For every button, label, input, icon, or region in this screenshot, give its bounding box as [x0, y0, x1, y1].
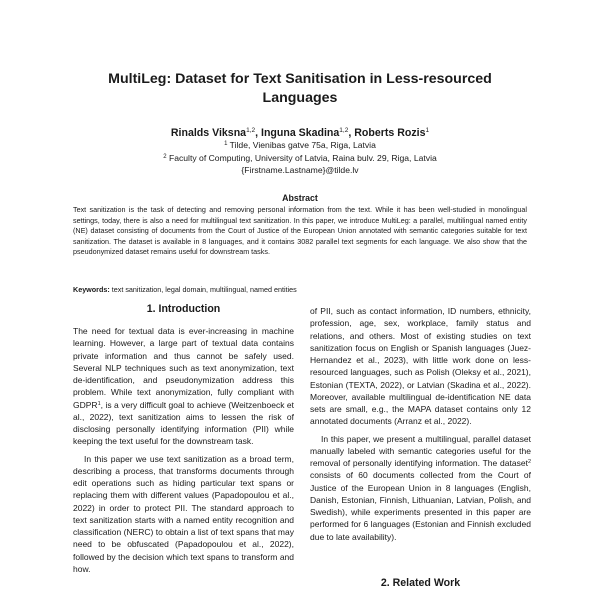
left-column	[73, 325, 294, 575]
right-column	[310, 305, 531, 543]
affiliation-line	[80, 151, 520, 164]
keywords-label: Keywords:	[73, 285, 110, 294]
abstract-heading: Abstract	[282, 193, 318, 203]
keywords-list: text sanitization, legal domain, multilingual, named entities	[109, 285, 297, 294]
author-name: Roberts Rozis	[354, 127, 426, 139]
author-name: Inguna Skadina	[261, 127, 340, 139]
author-name: Rinalds Viksna	[170, 127, 247, 139]
paragraph: In this paper, we present a multilingual, parallel dataset manually labeled with semantic categories useful for the removal of personally identifying information. The dataset$^2$ consists of 60 documents collected from the Court of Justice of the European Union in 8 languages (English, Danish, Estonian, Finnish, Lithuanian, Latvian, Polish, and Swedish), while experiments presented in this paper are performed for 6 languages (Estonian and Finnish excluded due to late availability).	[310, 433, 531, 542]
abstract-body: Text sanitization is the task of detecting and removing personal information from the text. While it has been well-studied in monolingual settings, today, there is also a need for multilingual text sanitization. In this paper, we introduce MultiLeg: a parallel, multilingual named entity (NE) dataset consisting of documents from the Court of Justice of the European Union annotated with semantic categories suitable for text sanitization. The dataset is available in 8 languages, and it contains 3082 parallel text segments for each language. We also show that the pseudonymized dataset remains useful for downstream tasks.	[73, 205, 527, 257]
footnote-marker[interactable]: 1	[97, 400, 101, 407]
paragraph: In this paper we use text sanitization as a broad term, describing a process, that transforms documents through edit operations such as hiding particular text spans or replacing them with different values (Papadopoulou et al., 2022) in order to protect PII. The standard approach to text sanitization starts with a named entity recognition and classification (NERC) to obtain a list of text spans that may need to be obfuscated (Papadopoulou et al., 2022), followed by the decision which text spans to transform and how.	[73, 453, 294, 574]
paper-title-line-2: Languages	[262, 90, 338, 106]
section-heading-introduction: 1. Introduction	[146, 303, 221, 315]
author-separator: ,	[255, 127, 261, 139]
affiliation-text: Tilde, Vienibas gatve 75a, Riga, Latvia	[227, 140, 376, 150]
section-heading-related-work: 2. Related Work	[380, 577, 461, 589]
footnote-marker[interactable]: 2	[527, 459, 531, 465]
affiliation-line	[80, 138, 520, 151]
keywords	[73, 285, 527, 294]
affiliation-text: Faculty of Computing, University of Latvia, Raina bulv. 29, Riga, Latvia	[166, 153, 437, 164]
affiliation-mark: 2	[163, 154, 167, 161]
affiliations	[80, 138, 520, 177]
author-separator: ,	[348, 127, 355, 139]
affiliation-mark: 1	[224, 141, 228, 147]
author-affiliation-mark: 1,2	[246, 127, 256, 134]
author-affiliation-mark: 1,2	[339, 127, 349, 134]
paragraph: of PII, such as contact information, ID numbers, ethnicity, profession, age, sex, workplace, family status and relations, and others. Most of existing studies on text sanitization focus on English or Spanish languages (Juez-Hernandez et al., 2023), with little work done on less-resourced languages, such as Polish (Oleksy et al., 2021), Estonian (TEXTA, 2022), or Latvian (Skadina et al., 2022). Moreover, available multilingual de-identification NE data sets are small, e.g., the MAPA dataset contains only 12 annotated documents (Arranz et al., 2022).	[310, 306, 531, 427]
paper-title	[80, 70, 520, 108]
paper-title-line-1: MultiLeg: Dataset for Text Sanitisation in Less-resourced	[108, 71, 492, 87]
paragraph: The need for textual data is ever-increasing in machine learning. However, a large part of textual data contains private information and thus cannot be safely used. Several NLP techniques such as text anonymization, text de-identification, and pseudonymization address this problem. While text anonymization, fully compliant with GDPR$^1$, is a very difficult goal to achieve (Weitzenboeck et al., 2022), text sanitization aims to lessen the risk of disclosing personally identifying information (PII) while keeping the text useful for the downstream task.	[73, 326, 294, 447]
author-affiliation-mark: 1	[425, 127, 430, 134]
contact-email: {Firstname.Lastname}@tilde.lv	[241, 165, 359, 176]
